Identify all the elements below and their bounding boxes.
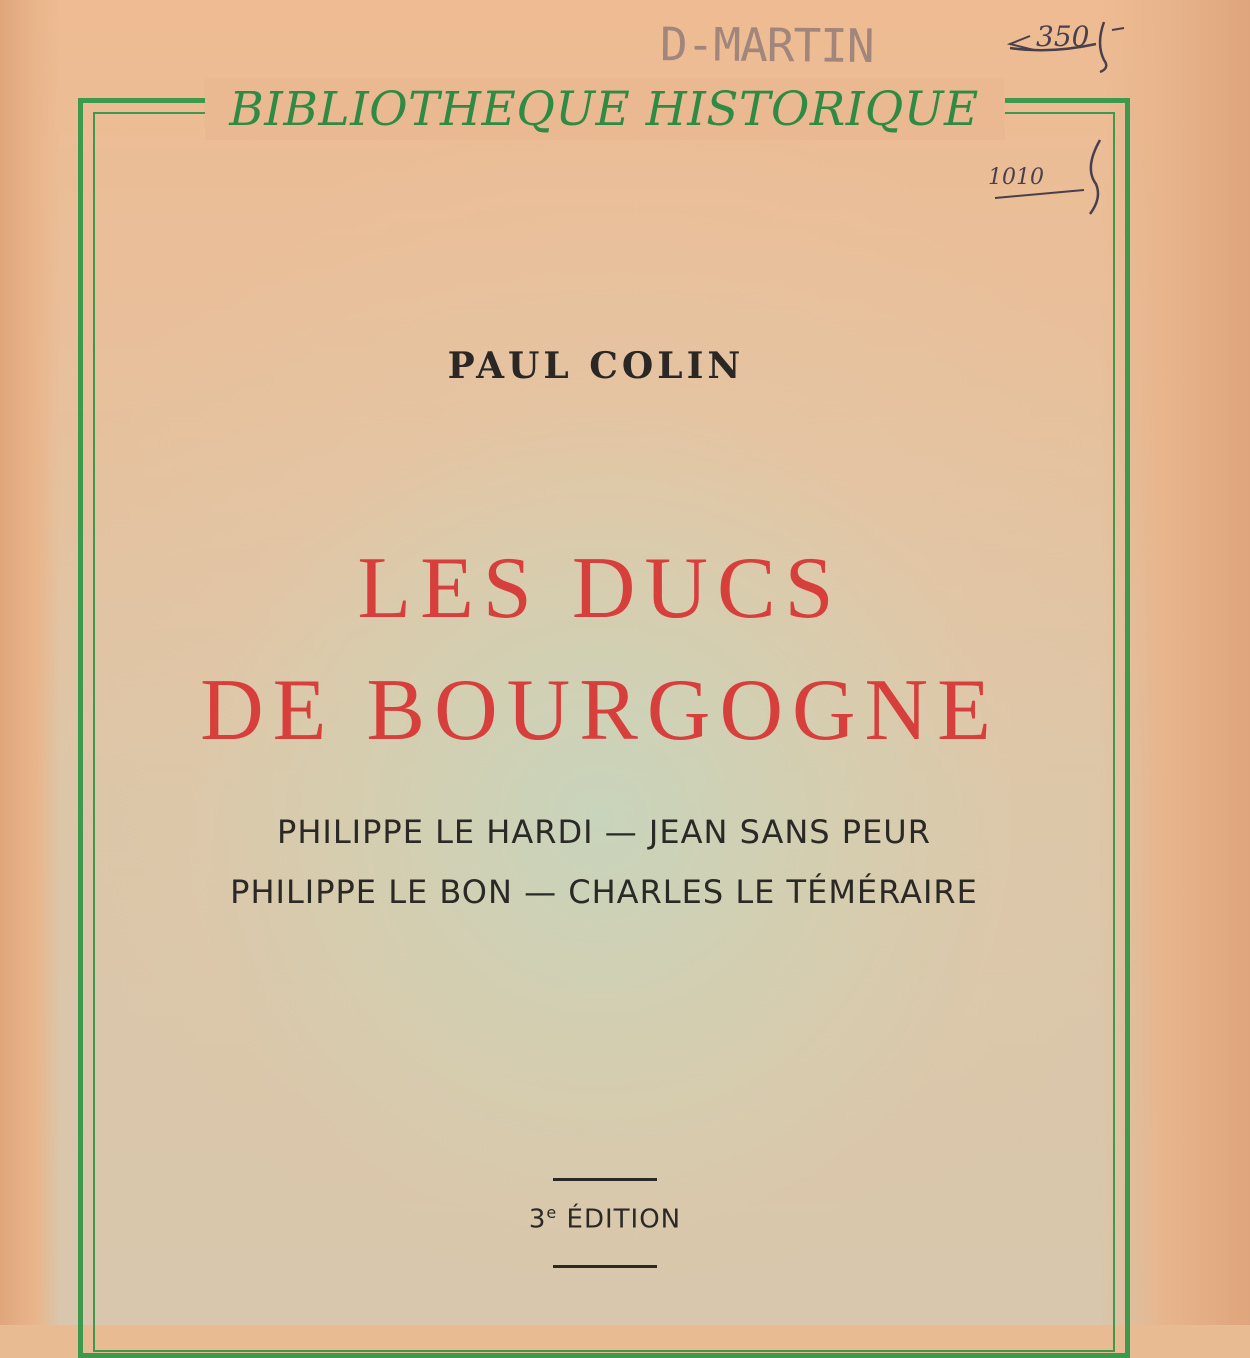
divider-rule-bottom — [553, 1265, 657, 1268]
handwritten-note: 1010 — [988, 165, 1044, 190]
edition-number: 3 — [528, 1204, 547, 1235]
book-title-line-1: LES DUCS — [357, 540, 843, 637]
series-title: BIBLIOTHEQUE HISTORIQUE — [229, 82, 979, 137]
divider-rule-top — [553, 1178, 657, 1181]
edition-suffix: e — [546, 1203, 558, 1222]
owner-stamp: D-MARTIN — [659, 17, 874, 73]
edition-label — [0, 1203, 1210, 1235]
book-title-line-2: DE BOURGOGNE — [200, 662, 1000, 759]
edition-word: ÉDITION — [566, 1204, 682, 1235]
handwritten-price: 350 — [1036, 20, 1090, 53]
subtitle-line-1: PHILIPPE LE HARDI — JEAN SANS PEUR — [277, 813, 931, 851]
subtitle-line-2: PHILIPPE LE BON — CHARLES LE TÉMÉRAIRE — [230, 873, 978, 911]
author-name: PAUL COLIN — [447, 345, 745, 387]
